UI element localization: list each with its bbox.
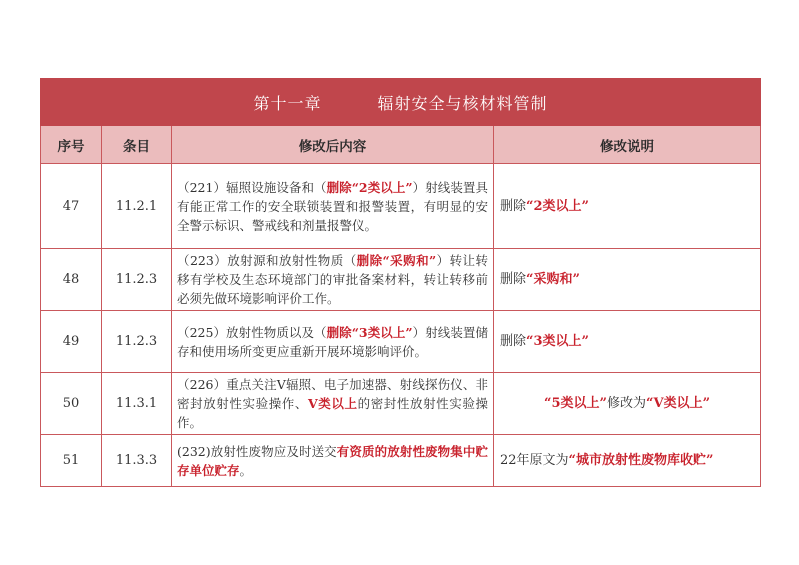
revision-table	[40, 78, 761, 487]
row-clause: 11.2.3	[102, 249, 172, 311]
note-highlight: “采购和”	[526, 272, 580, 287]
content-highlight: Ⅴ类以上	[308, 396, 358, 411]
content-text: （225）放射性物质以及（	[177, 324, 327, 340]
content-text: （226）重点关注Ⅴ辐照、电子加速器、射线探伤仪、非密封放射性实验操作、	[177, 377, 488, 411]
table-row	[41, 164, 761, 249]
row-num: 50	[41, 373, 102, 435]
note-highlight: “Ⅴ类以上”	[646, 396, 711, 411]
table-row	[41, 373, 761, 435]
row-content	[172, 435, 494, 487]
row-clause: 11.2.1	[102, 164, 172, 249]
row-clause: 11.3.3	[102, 435, 172, 487]
note-text: 删除	[500, 198, 527, 214]
row-note	[494, 249, 761, 311]
content-highlight: 删除“2类以上”	[326, 179, 413, 195]
note-text: 22年原文为	[500, 453, 569, 468]
note-highlight: “3类以上”	[526, 334, 590, 349]
content-text: （223）放射源和放射性物质（	[177, 253, 357, 268]
column-header-row	[41, 126, 761, 164]
content-text: （221）辐照设施设备和（	[177, 179, 327, 195]
chapter-number: 第十一章	[253, 93, 322, 113]
row-note	[494, 164, 761, 249]
header-content: 修改后内容	[172, 126, 494, 164]
note-highlight: “2类以上”	[526, 198, 590, 214]
chapter-title-row	[41, 79, 761, 126]
chapter-title	[41, 79, 761, 126]
content-text: ）射线装置具有能正常工作的安全联锁装置和报警装置，有明显的安全警示标识、警戒线和剂量报警仪。	[177, 179, 488, 233]
row-content	[172, 249, 494, 311]
row-num: 47	[41, 164, 102, 249]
row-clause: 11.3.1	[102, 373, 172, 435]
row-note	[494, 373, 761, 435]
content-text: ）射线装置储存和使用场所变更应重新开展环境影响评价。	[177, 324, 488, 359]
table-row	[41, 249, 761, 311]
header-note: 修改说明	[494, 126, 761, 164]
table-row	[41, 435, 761, 487]
row-content	[172, 311, 494, 373]
content-text: (232)放射性废物应及时送交	[177, 443, 337, 459]
content-text: ）转让转移有学校及生态环境部门的审批备案材料，转让转移前必须先做环境影响评价工作。	[177, 253, 488, 306]
row-clause: 11.2.3	[102, 311, 172, 373]
content-highlight: 删除“采购和”	[356, 253, 437, 268]
row-num: 48	[41, 249, 102, 311]
table-row	[41, 311, 761, 373]
row-content	[172, 164, 494, 249]
note-text: 删除	[500, 334, 527, 349]
content-text: 。	[239, 462, 253, 478]
note-highlight: “城市放射性废物库收贮”	[568, 453, 714, 468]
row-note	[494, 435, 761, 487]
row-num: 49	[41, 311, 102, 373]
header-num: 序号	[41, 126, 102, 164]
header-clause: 条目	[102, 126, 172, 164]
row-num: 51	[41, 435, 102, 487]
note-text: 删除	[500, 272, 527, 287]
note-text: 修改为	[606, 396, 646, 411]
row-note	[494, 311, 761, 373]
content-text: 的密封性放射性实验操作。	[177, 396, 488, 430]
content-highlight: 有资质的放射性废物集中贮存单位贮存	[177, 443, 488, 478]
chapter-name: 辐射安全与核材料管制	[377, 93, 548, 113]
note-highlight: “5类以上”	[543, 396, 607, 411]
content-highlight: 删除“3类以上”	[326, 324, 413, 340]
row-content	[172, 373, 494, 435]
